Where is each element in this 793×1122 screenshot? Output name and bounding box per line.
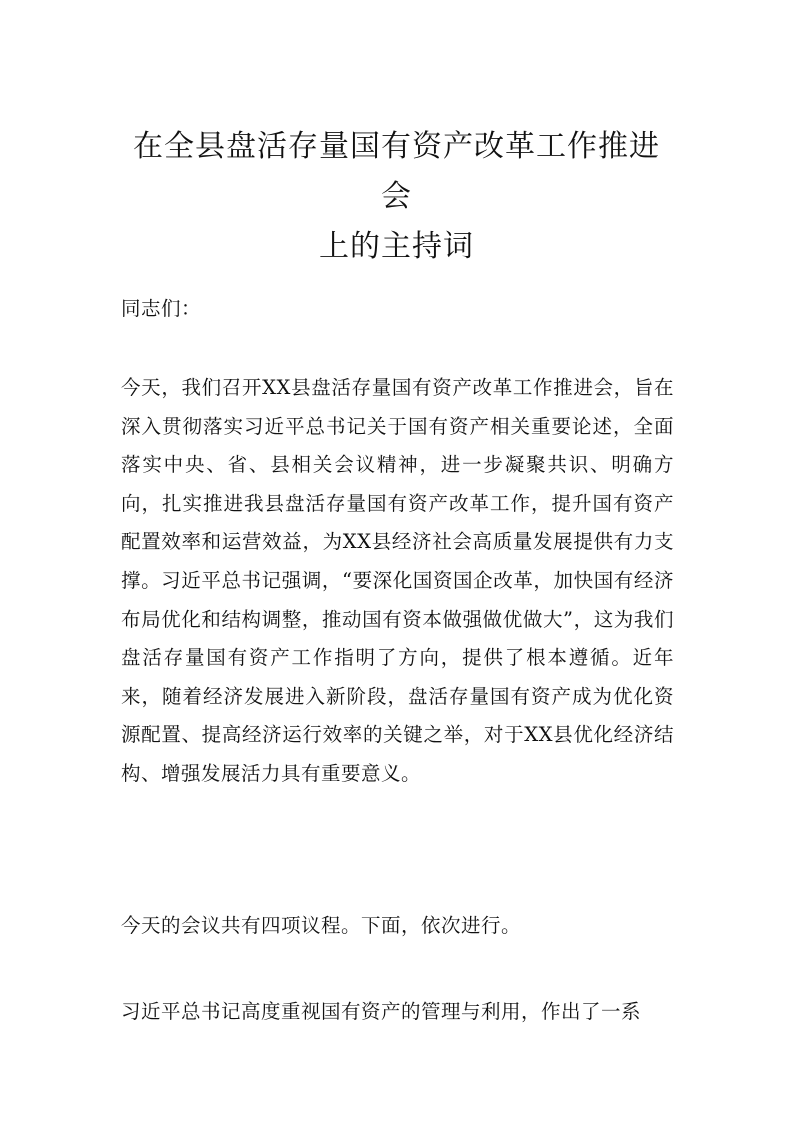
greeting: 同志们： [121, 297, 202, 320]
title-line-1: 在全县盘活存量国有资产改革工作推进会 [133, 129, 660, 214]
paragraph-opening: 今天，我们召开XX县盘活存量国有资产改革工作推进会，旨在深入贯彻落实习近平总书记关于国有资产相关重要论述，全面落实中央、省、县相关会议精神，进一步凝聚共识、明确方向，扎实推进我县盘活存量国有资产改革工作，提升国有资产配置效率和运营效益，为XX县经济社会高质量发展提供有力支撑。习近平总书记强调，“要深化国资国企改革，加快国有经济布局优化和结构调整，推动国有资本做强做优做大”，这为我们盘活存量国有资产工作指明了方向，提供了根本遵循。近年来，随着经济发展进入新阶段，盘活存量国有资产成为优化资源配置、提高经济运行效率的关键之举，对于XX县优化经济结构、增强发展活力具有重要意义。 [121, 376, 674, 785]
paragraph-agenda: 今天的会议共有四项议程。下面，依次进行。 [121, 914, 522, 937]
document-title [120, 122, 673, 272]
paragraph-continued: 习近平总书记高度重视国有资产的管理与利用，作出了一系 [121, 1000, 642, 1023]
title-line-2: 上的主持词 [319, 229, 474, 264]
